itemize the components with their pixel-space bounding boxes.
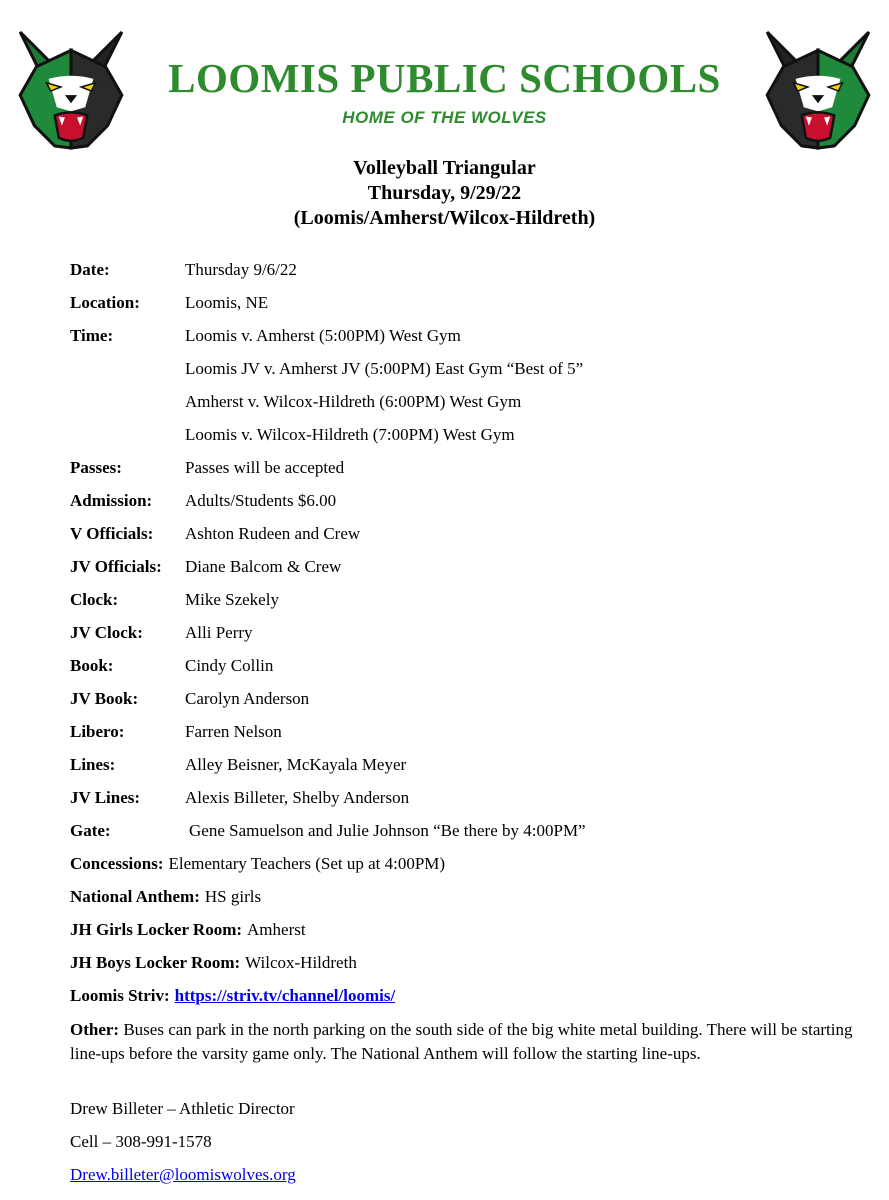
director-cell: Cell – 308-991-1578 [70, 1132, 212, 1151]
detail-value: Thursday 9/6/22 [185, 260, 297, 279]
detail-label: JH Girls Locker Room: [70, 920, 243, 939]
detail-label: Clock: [70, 590, 119, 609]
detail-time [70, 323, 880, 356]
detail-concessions [70, 851, 880, 884]
detail-value: Loomis, NE [185, 293, 269, 312]
detail-value: Cindy Collin [185, 656, 274, 675]
detail-label: Other: [70, 1020, 120, 1039]
detail-anthem [70, 884, 880, 917]
detail-jv-officials [70, 554, 880, 587]
school-name: LOOMIS PUBLIC SCHOOLS [168, 55, 721, 101]
detail-label: V Officials: [70, 524, 154, 543]
detail-jv-book [70, 686, 880, 719]
detail-label: Concessions: [70, 854, 164, 873]
detail-time-cont [70, 422, 880, 455]
director-name: Drew Billeter – Athletic Director [70, 1099, 295, 1118]
director-email-link[interactable]: Drew.billeter@loomiswolves.org [70, 1165, 296, 1184]
detail-value: Carolyn Anderson [185, 689, 310, 708]
detail-label: Loomis Striv: [70, 986, 170, 1005]
detail-value: Alli Perry [185, 623, 253, 642]
detail-value: Passes will be accepted [185, 458, 345, 477]
time-slot: Loomis JV v. Amherst JV (5:00PM) East Gym “Best of 5” [185, 359, 584, 378]
detail-value: Farren Nelson [185, 722, 282, 741]
detail-label: JV Lines: [70, 788, 141, 807]
detail-label: Lines: [70, 755, 116, 774]
detail-value: Diane Balcom & Crew [185, 557, 342, 576]
detail-value: Ashton Rudeen and Crew [185, 524, 361, 543]
detail-jv-lines [70, 785, 880, 818]
detail-clock [70, 587, 880, 620]
detail-v-officials [70, 521, 880, 554]
detail-lines [70, 752, 880, 785]
detail-jv-clock [70, 620, 880, 653]
detail-value: Alley Beisner, McKayala Meyer [185, 755, 407, 774]
event-teams: (Loomis/Amherst/Wilcox-Hildreth) [293, 207, 596, 229]
detail-label: Admission: [70, 491, 153, 510]
tagline: HOME OF THE WOLVES [342, 108, 547, 127]
detail-value: Buses can park in the north parking on the south side of the big white metal building. There will be starting line-ups before the varsity game only. The National Anthem will follow the starting line-ups. [70, 1020, 853, 1063]
detail-value: Elementary Teachers (Set up at 4:00PM) [168, 854, 446, 873]
striv-link[interactable]: https://striv.tv/channel/loomis/ [174, 986, 396, 1005]
detail-label: Book: [70, 656, 114, 675]
time-slot: Loomis v. Amherst (5:00PM) West Gym [185, 326, 461, 345]
detail-admission [70, 488, 880, 521]
detail-label: National Anthem: [70, 887, 200, 906]
detail-value: Adults/Students $6.00 [185, 491, 337, 510]
event-date: Thursday, 9/29/22 [367, 182, 522, 204]
detail-value: Gene Samuelson and Julie Johnson “Be there by 4:00PM” [189, 821, 586, 840]
event-heading [0, 156, 889, 231]
detail-label: Date: [70, 260, 110, 279]
detail-label: Time: [70, 326, 114, 345]
detail-libero [70, 719, 880, 752]
detail-time-cont [70, 389, 880, 422]
detail-date [70, 257, 880, 290]
detail-time-cont [70, 356, 880, 389]
time-slot: Loomis v. Wilcox-Hildreth (7:00PM) West Gym [185, 425, 515, 444]
details-list [70, 257, 880, 1016]
detail-label: Passes: [70, 458, 122, 477]
detail-location [70, 290, 880, 323]
detail-striv [70, 983, 880, 1016]
detail-gate [70, 818, 880, 851]
detail-label: JV Clock: [70, 623, 143, 642]
detail-label: Location: [70, 293, 140, 312]
detail-label: JV Officials: [70, 557, 162, 576]
detail-value: Amherst [247, 920, 306, 939]
detail-passes [70, 455, 880, 488]
detail-label: JH Boys Locker Room: [70, 953, 241, 972]
event-title: Volleyball Triangular [353, 157, 536, 179]
detail-other [70, 1018, 880, 1066]
detail-jh-boys-locker [70, 950, 880, 983]
detail-value: Wilcox-Hildreth [245, 953, 357, 972]
detail-value: Mike Szekely [185, 590, 279, 609]
detail-label: Gate: [70, 821, 111, 840]
detail-jh-girls-locker [70, 917, 880, 950]
detail-book [70, 653, 880, 686]
detail-label: Libero: [70, 722, 125, 741]
time-slot: Amherst v. Wilcox-Hildreth (6:00PM) West Gym [185, 392, 522, 411]
detail-label: JV Book: [70, 689, 139, 708]
detail-value: HS girls [204, 887, 262, 906]
detail-value: Alexis Billeter, Shelby Anderson [185, 788, 410, 807]
